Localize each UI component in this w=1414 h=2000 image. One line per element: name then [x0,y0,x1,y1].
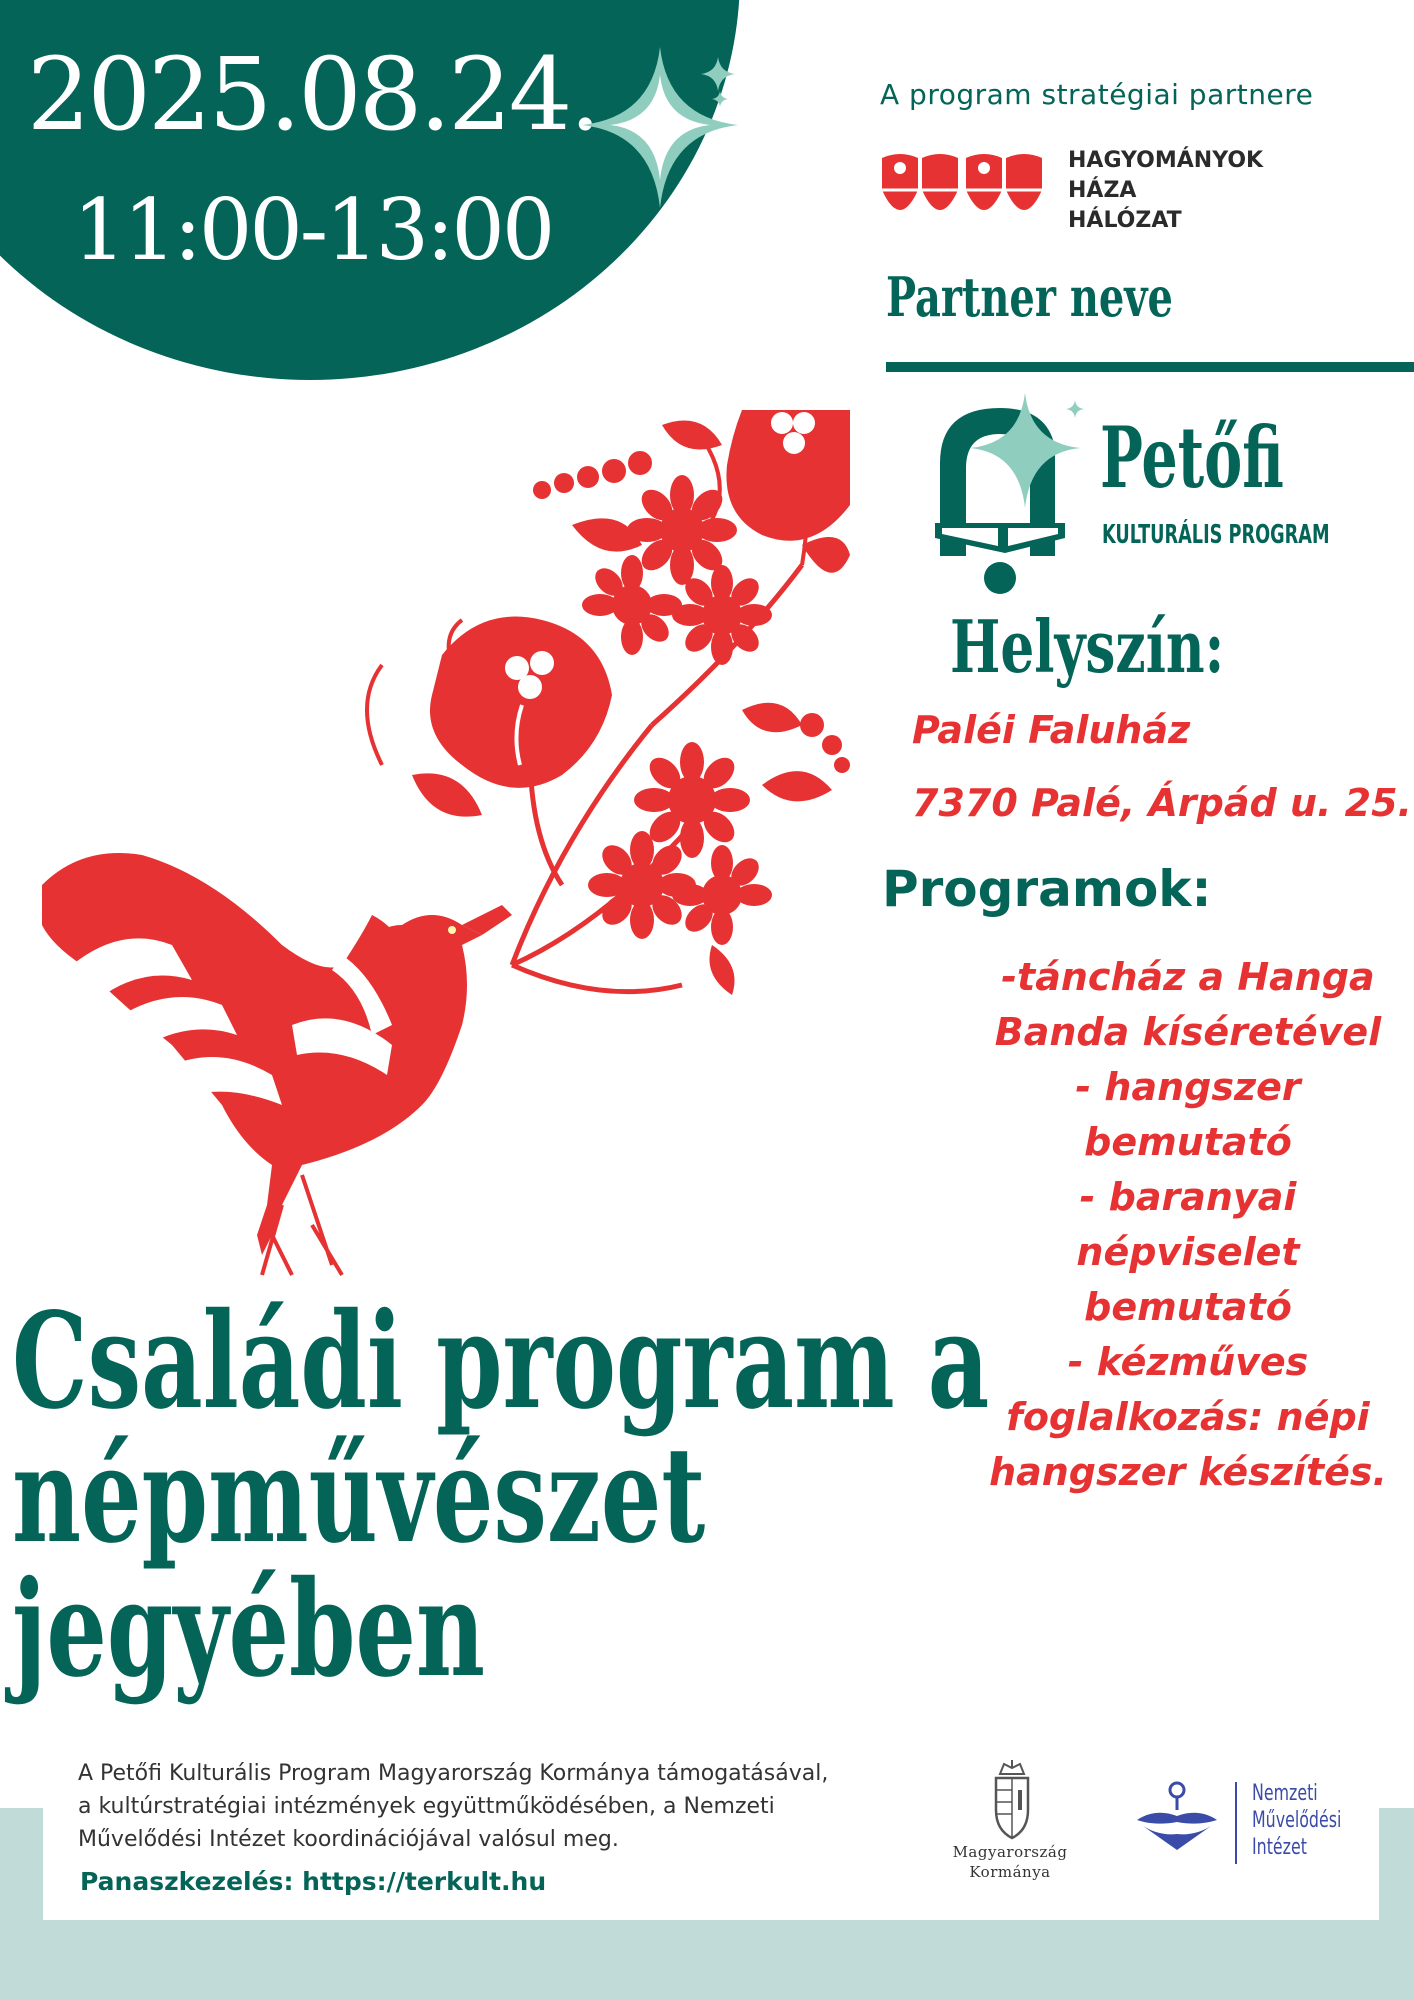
venue-address: 7370 Palé, Árpád u. 25. [912,781,1412,825]
petofi-logo [930,388,1100,598]
nmi-emblem-icon [1135,1780,1219,1852]
program-line: foglalkozás: népi [1006,1395,1370,1439]
venue-label: Helyszín: [950,604,1225,689]
footer-support-text [78,1757,898,1856]
folk-bird-illustration [42,405,850,1285]
programs-label: Programok: [882,860,1212,918]
program-line: - kézműves [1067,1340,1309,1384]
petofi-wordmark: Petőfi [1100,408,1284,507]
program-line: bemutató [1084,1285,1292,1329]
nmi-line: Nemzeti [1252,1781,1318,1806]
event-title [12,1284,990,1707]
gov-line: Kormánya [969,1863,1051,1881]
nmi-label [1252,1780,1341,1861]
complaint-link[interactable]: Panaszkezelés: https://terkult.hu [80,1867,547,1896]
gov-line: Magyarország [952,1843,1068,1861]
program-line: bemutató [1084,1120,1292,1164]
program-line: népviselet [1076,1230,1300,1274]
petofi-subtitle: KULTURÁLIS PROGRAM [1102,520,1330,550]
partner-caption: A program stratégiai partnere [880,78,1314,111]
footer-line: A Petőfi Kulturális Program Magyarország Kormánya támogatásával, [78,1761,829,1786]
title-line: jegyében [12,1552,486,1707]
hh-line: HÁZA [1068,178,1137,203]
title-line: népművészet [12,1418,706,1573]
government-label [930,1842,1090,1882]
sparkle-icon [580,45,740,210]
coat-of-arms-icon [990,1760,1034,1840]
venue-name: Paléi Faluház [912,708,1191,752]
program-line: - hangszer [1075,1065,1301,1109]
footer-line: Művelődési Intézet koordinációjával valósul meg. [78,1827,619,1852]
hh-line: HÁLÓZAT [1068,208,1182,233]
nmi-line: Művelődési [1252,1808,1342,1833]
program-line: hangszer készítés. [989,1450,1387,1494]
event-time: 11:00-13:00 [72,181,553,279]
program-line: - baranyai [1079,1175,1297,1219]
partner-divider [886,362,1414,372]
hh-logo-text [1068,146,1263,236]
nmi-divider [1235,1782,1237,1864]
program-line: -táncház a Hanga [1001,955,1375,999]
title-line: Családi program a [12,1284,990,1439]
hh-line: HAGYOMÁNYOK [1068,148,1264,173]
nmi-line: Intézet [1252,1835,1307,1860]
event-date: 2025.08.24. [26,36,599,153]
programs-list [968,950,1408,1500]
partner-name: Partner neve [886,265,1173,329]
program-line: Banda kíséretével [994,1010,1382,1054]
footer-line: a kultúrstratégiai intézmények együttműködésében, a Nemzeti [78,1794,775,1819]
hagyomanyok-haza-logo [880,148,1045,230]
